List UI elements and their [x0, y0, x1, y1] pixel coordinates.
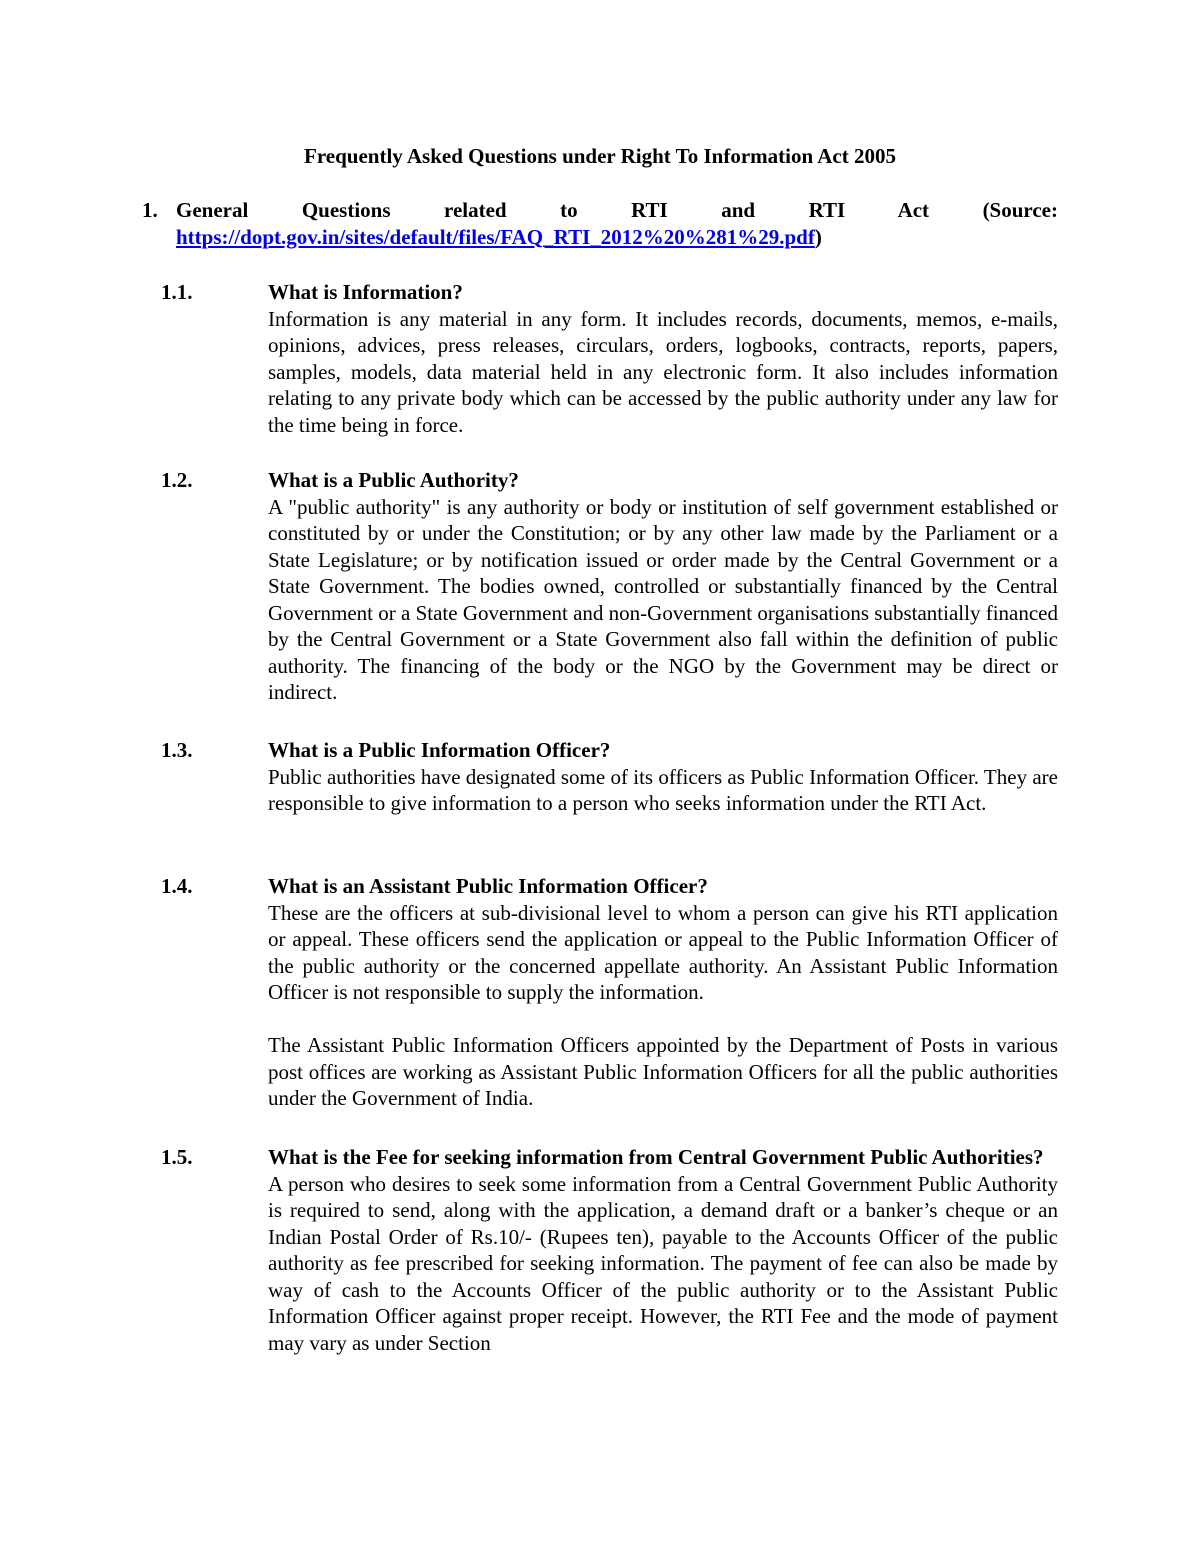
faq-answer: Information is any material in any form. It includes records, documents, memos, e-mails, opinions, advices, press releases, circulars, orders, logbooks, contracts, reports, papers, samples, models, data material held in any electronic form. It also includes information relating to any private body which can be accessed by the public authority under any law for the time being in force.	[268, 306, 1058, 437]
faq-item-number: 1.4.	[161, 874, 193, 898]
faq-item-1-3	[161, 737, 1058, 817]
faq-answer: A person who desires to seek some information from a Central Government Public Authority is required to send, along with the application, a demand draft or a banker’s cheque or an Indian Postal Order of Rs.10/- (Rupees ten), payable to the Accounts Officer of the public authority as fee prescribed for seeking information. The payment of fee can also be made by way of cash to the Accounts Officer of the public authority or to the Assistant Public Information Officer against proper receipt. However, the RTI Fee and the mode of payment may vary as under Section	[268, 1171, 1058, 1355]
faq-item-number: 1.3.	[161, 738, 193, 762]
faq-item-1-1	[161, 279, 1058, 438]
faq-item-1-5	[161, 1144, 1058, 1356]
faq-item-number: 1.2.	[161, 468, 193, 492]
source-link[interactable]: https://dopt.gov.in/sites/default/files/FAQ_RTI_2012%20%281%29.pdf	[176, 224, 815, 249]
faq-question: What is Information?	[268, 280, 463, 304]
section-heading-tail: )	[814, 224, 822, 249]
faq-item-number: 1.1.	[161, 280, 193, 304]
faq-answer: A "public authority" is any authority or body or institution of self government established or constituted by or under the Constitution; or by any other law made by the Parliament or a State Legislature; or by notification issued or order made by the Central Government or a State Government. The bodies owned, controlled or substantially financed by the Central Government or a State Government and non-Government organisations substantially financed by the Central Government or a State Government also fall within the definition of public authority. The financing of the body or the NGO by the Government may be direct or indirect.	[268, 494, 1058, 704]
section-heading: General Questions related to RTI and RTI Act (Source:	[176, 198, 1058, 222]
faq-answer: These are the officers at sub-divisional level to whom a person can give his RTI application or appeal. These officers send the application or appeal to the Public Information Officer of the public authority or the concerned appellate authority. An Assistant Public Information Officer is not responsible to supply the information.	[268, 900, 1058, 1004]
faq-question: What is a Public Authority?	[268, 468, 519, 492]
section-1	[142, 197, 1058, 250]
faq-item-1-4	[161, 873, 1058, 1112]
faq-answer: Public authorities have designated some of its officers as Public Information Officer. They are responsible to give information to a person who seeks information under the RTI Act.	[268, 764, 1058, 815]
faq-question: What is the Fee for seeking information from Central Government Public Authorities?	[268, 1145, 1044, 1169]
faq-item-1-2	[161, 467, 1058, 706]
faq-item-number: 1.5.	[161, 1145, 193, 1169]
faq-question: What is a Public Information Officer?	[268, 738, 611, 762]
section-source-line	[176, 224, 1058, 251]
document-title: Frequently Asked Questions under Right To Information Act 2005	[304, 144, 896, 168]
section-number: 1.	[142, 198, 158, 222]
faq-answer: The Assistant Public Information Officers appointed by the Department of Posts in various post offices are working as Assistant Public Information Officers for all the public authorities under the Government of India.	[268, 1033, 1058, 1110]
faq-question: What is an Assistant Public Information Officer?	[268, 874, 708, 898]
